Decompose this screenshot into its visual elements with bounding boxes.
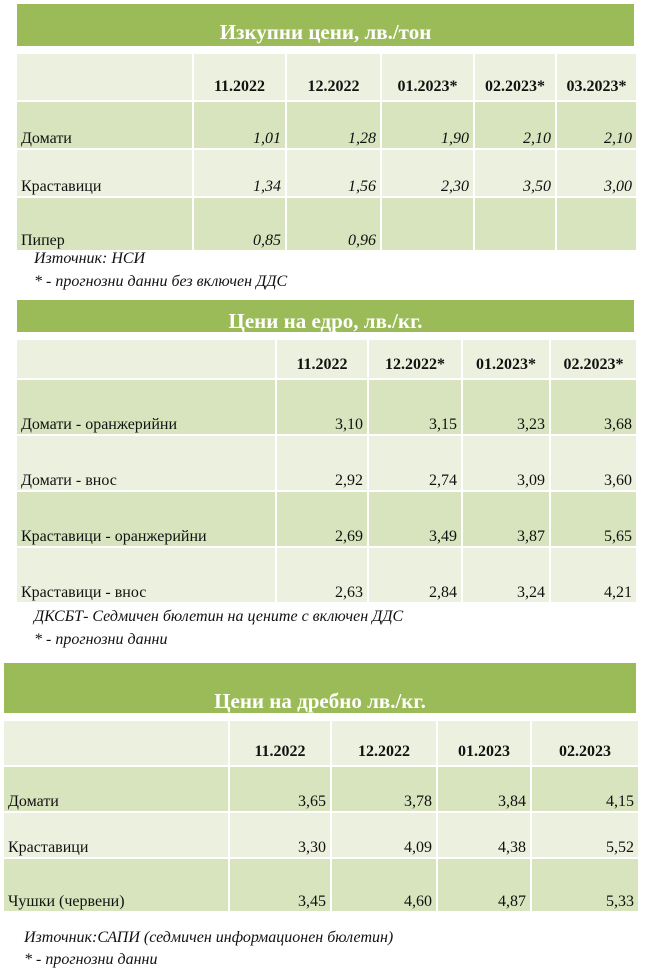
corner-cell bbox=[16, 53, 193, 101]
table-cell: 3,87 bbox=[462, 491, 550, 547]
table-cell: 3,78 bbox=[331, 766, 437, 812]
table-row bbox=[3, 766, 639, 812]
column-header: 01.2023* bbox=[381, 53, 474, 101]
table-row bbox=[16, 547, 637, 603]
table-row bbox=[16, 491, 637, 547]
table-cell: 3,15 bbox=[368, 379, 462, 435]
row-label: Домати bbox=[3, 766, 229, 812]
table-cell: 4,38 bbox=[437, 812, 531, 858]
table-cell: 2,92 bbox=[276, 435, 368, 491]
table-row bbox=[16, 149, 637, 197]
column-header: 12.2022 bbox=[286, 53, 381, 101]
table-row bbox=[16, 101, 637, 149]
corner-cell bbox=[3, 720, 229, 766]
table-cell: 3,10 bbox=[276, 379, 368, 435]
column-header: 11.2022 bbox=[276, 339, 368, 379]
retail-prices-table bbox=[2, 719, 640, 913]
row-label: Краставици - оранжерийни bbox=[16, 491, 276, 547]
table-row bbox=[3, 858, 639, 912]
column-header: 02.2023 bbox=[531, 720, 639, 766]
table-cell: 4,21 bbox=[550, 547, 637, 603]
column-header: 01.2023 bbox=[437, 720, 531, 766]
table-cell: 3,30 bbox=[229, 812, 331, 858]
table-row bbox=[16, 435, 637, 491]
table-cell: 4,87 bbox=[437, 858, 531, 912]
table-cell: 3,23 bbox=[462, 379, 550, 435]
table-cell: 2,84 bbox=[368, 547, 462, 603]
row-label: Краставици bbox=[16, 149, 193, 197]
row-label: Домати - внос bbox=[16, 435, 276, 491]
table-cell: 5,65 bbox=[550, 491, 637, 547]
retail-footnote: * - прогнозни данни bbox=[24, 951, 158, 968]
retail-source-note: Източник:САПИ (седмичен информационен бюлетин) bbox=[24, 929, 394, 946]
table-cell: 3,84 bbox=[437, 766, 531, 812]
table-cell: 3,60 bbox=[550, 435, 637, 491]
wholesale-prices-title: Цени на едро, лв./кг. bbox=[17, 300, 634, 332]
table-header-row bbox=[16, 53, 637, 101]
table-cell: 3,45 bbox=[229, 858, 331, 912]
column-header: 12.2022 bbox=[331, 720, 437, 766]
table-cell: 4,15 bbox=[531, 766, 639, 812]
column-header: 02.2023* bbox=[550, 339, 637, 379]
table-cell: 3,65 bbox=[229, 766, 331, 812]
wholesale-prices-table bbox=[15, 338, 638, 604]
row-label: Пипер bbox=[16, 197, 193, 251]
table-cell: 3,68 bbox=[550, 379, 637, 435]
table-row bbox=[3, 812, 639, 858]
purchase-footnote: * - прогнозни данни без включен ДДС bbox=[34, 273, 288, 290]
purchase-source-note: Източник: НСИ bbox=[34, 250, 146, 267]
table-cell: 1,56 bbox=[286, 149, 381, 197]
table-cell: 1,28 bbox=[286, 101, 381, 149]
table-cell: 2,74 bbox=[368, 435, 462, 491]
table-header-row bbox=[16, 339, 637, 379]
row-label: Краставици bbox=[3, 812, 229, 858]
wholesale-footnote: * - прогнозни данни bbox=[34, 631, 168, 648]
column-header: 03.2023* bbox=[556, 53, 637, 101]
table-cell: 2,63 bbox=[276, 547, 368, 603]
column-header: 11.2022 bbox=[193, 53, 286, 101]
purchase-prices-table bbox=[15, 52, 638, 252]
table-cell: 0,85 bbox=[193, 197, 286, 251]
table-cell: 3,50 bbox=[474, 149, 556, 197]
table-cell: 1,90 bbox=[381, 101, 474, 149]
column-header: 01.2023* bbox=[462, 339, 550, 379]
row-label: Краставици - внос bbox=[16, 547, 276, 603]
table-cell bbox=[556, 197, 637, 251]
column-header: 02.2023* bbox=[474, 53, 556, 101]
table-cell bbox=[474, 197, 556, 251]
table-cell bbox=[381, 197, 474, 251]
column-header: 11.2022 bbox=[229, 720, 331, 766]
purchase-prices-title: Изкупни цени, лв./тон bbox=[17, 4, 634, 46]
table-row bbox=[16, 197, 637, 251]
wholesale-source-note: ДКСБТ- Седмичен бюлетин на цените с включен ДДС bbox=[34, 608, 404, 625]
table-cell: 5,33 bbox=[531, 858, 639, 912]
table-cell: 5,52 bbox=[531, 812, 639, 858]
table-cell: 2,69 bbox=[276, 491, 368, 547]
table-cell: 1,34 bbox=[193, 149, 286, 197]
column-header: 12.2022* bbox=[368, 339, 462, 379]
table-header-row bbox=[3, 720, 639, 766]
table-cell: 3,09 bbox=[462, 435, 550, 491]
table-row bbox=[16, 379, 637, 435]
table-cell: 4,60 bbox=[331, 858, 437, 912]
corner-cell bbox=[16, 339, 276, 379]
table-cell: 0,96 bbox=[286, 197, 381, 251]
row-label: Домати bbox=[16, 101, 193, 149]
table-cell: 3,24 bbox=[462, 547, 550, 603]
table-cell: 1,01 bbox=[193, 101, 286, 149]
row-label: Чушки (червени) bbox=[3, 858, 229, 912]
retail-prices-title: Цени на дребно лв./кг. bbox=[4, 663, 636, 713]
row-label: Домати - оранжерийни bbox=[16, 379, 276, 435]
table-cell: 2,10 bbox=[556, 101, 637, 149]
table-cell: 3,49 bbox=[368, 491, 462, 547]
table-cell: 2,30 bbox=[381, 149, 474, 197]
table-cell: 4,09 bbox=[331, 812, 437, 858]
table-cell: 3,00 bbox=[556, 149, 637, 197]
table-cell: 2,10 bbox=[474, 101, 556, 149]
